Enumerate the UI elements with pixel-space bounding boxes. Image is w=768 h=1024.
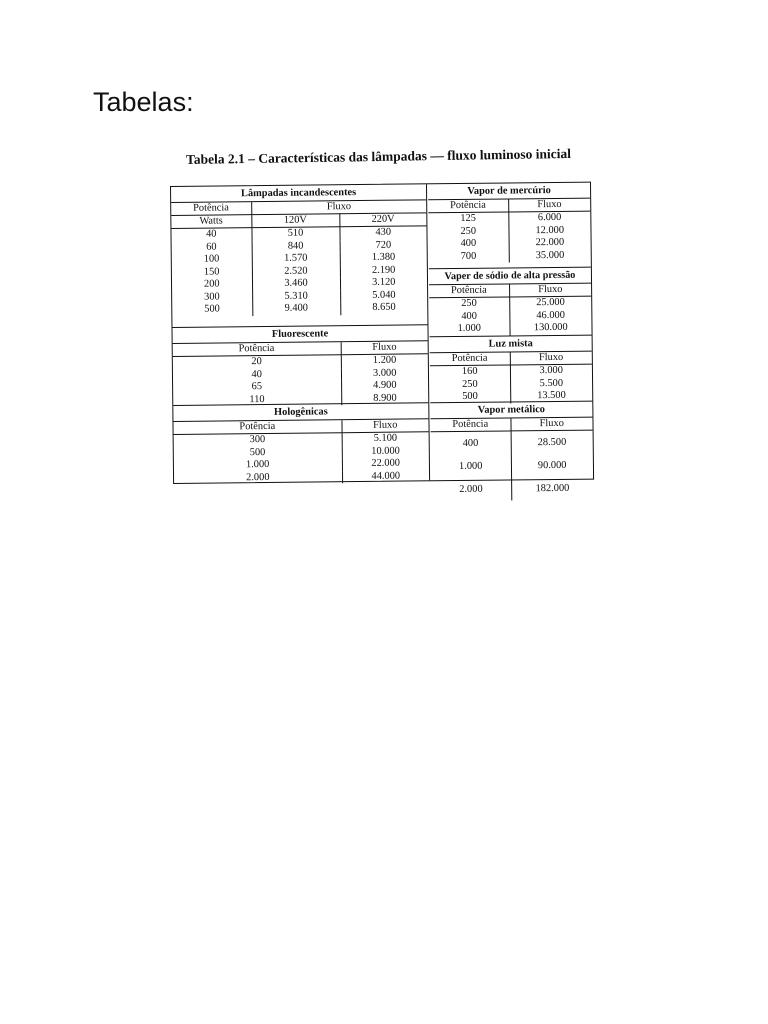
cell-potencia: 150 bbox=[172, 266, 252, 279]
cell-fluxo: 510 bbox=[251, 227, 339, 241]
cell-fluxo: 182.000 bbox=[535, 482, 570, 495]
cell-potencia: 40 bbox=[171, 228, 251, 242]
table-caption: Tabela 2.1 – Características das lâmpadas — fluxo luminoso inicial bbox=[185, 145, 572, 167]
table-halogenicas bbox=[173, 419, 429, 485]
cell-fluxo: 4.900 bbox=[373, 379, 397, 391]
section-title-incandescentes: Lâmpadas incandescentes bbox=[171, 184, 426, 203]
cell-potencia: 400 bbox=[431, 431, 511, 455]
cell-potencia: 250 bbox=[428, 225, 508, 238]
cell-fluxo: 1.380 bbox=[371, 251, 396, 263]
cell-fluxo: 1.200 bbox=[372, 354, 397, 366]
cell-fluxo: 46.000 bbox=[536, 309, 565, 321]
cell-potencia: 125 bbox=[428, 212, 508, 226]
cell-potencia: 60 bbox=[172, 241, 252, 254]
section-vapor-mercurio bbox=[428, 183, 591, 264]
cell-fluxo: 10.000 bbox=[371, 445, 400, 457]
cell-fluxo: 35.000 bbox=[535, 249, 565, 261]
section-title-vapor-sodio: Vaper de sódio de alta pressão bbox=[429, 268, 591, 286]
cell-fluxo: 44.000 bbox=[371, 470, 401, 482]
cell-fluxo: 13.500 bbox=[537, 389, 566, 402]
cell-fluxo: 3.460 bbox=[252, 277, 340, 290]
cell-potencia: 2.000 bbox=[174, 471, 342, 485]
table-row bbox=[429, 322, 591, 336]
cell-fluxo: 8.650 bbox=[372, 301, 396, 313]
cell-potencia: 400 bbox=[429, 310, 509, 323]
cell-fluxo: 25.000 bbox=[536, 296, 565, 309]
header-fluxo: Fluxo bbox=[509, 284, 591, 297]
table-vapor-sodio bbox=[429, 284, 592, 336]
section-title-vapor-mercurio: Vapor de mercúrio bbox=[428, 183, 590, 201]
cell-fluxo: 720 bbox=[375, 239, 392, 251]
section-halogenicas bbox=[173, 402, 429, 485]
header-potencia: Potência bbox=[430, 352, 510, 365]
cell-potencia: 160 bbox=[430, 365, 510, 379]
cell-fluxo: 430 bbox=[375, 226, 392, 238]
table-vapor-metalico bbox=[430, 418, 593, 502]
cell-potencia: 300 bbox=[172, 291, 252, 304]
header-fluxo: Fluxo bbox=[341, 419, 428, 432]
table-row bbox=[172, 301, 427, 316]
header-potencia: Potência bbox=[430, 418, 510, 431]
cell-potencia: 500 bbox=[172, 303, 252, 316]
section-title-fluorescente: Fluorescente bbox=[172, 325, 427, 344]
cell-potencia: 100 bbox=[172, 253, 252, 266]
section-title-halogenicas: Hologênicas bbox=[173, 403, 428, 422]
subheader-220v: 220V bbox=[339, 213, 426, 227]
table-fluorescente bbox=[173, 341, 429, 407]
header-potencia: Potência bbox=[171, 202, 251, 215]
cell-fluxo: 22.000 bbox=[371, 457, 401, 469]
cell-potencia: 300 bbox=[174, 433, 342, 448]
table-incandescentes bbox=[171, 200, 427, 316]
cell-potencia: 400 bbox=[429, 237, 509, 250]
cell-potencia: 1.000 bbox=[429, 322, 509, 335]
table-vapor-mercurio bbox=[428, 199, 591, 264]
cell-fluxo: 130.000 bbox=[533, 321, 568, 334]
lamp-characteristics-table bbox=[170, 182, 594, 495]
cell-potencia: 200 bbox=[172, 278, 252, 291]
cell-potencia: 40 bbox=[173, 368, 341, 382]
cell-fluxo: 2.520 bbox=[252, 265, 340, 278]
table-row bbox=[431, 430, 593, 455]
cell-fluxo: 5.040 bbox=[372, 289, 396, 301]
cell-potencia: 250 bbox=[429, 297, 509, 311]
cell-potencia: 110 bbox=[173, 393, 341, 407]
cell-potencia: 65 bbox=[173, 380, 341, 394]
table-row bbox=[429, 249, 591, 263]
cell-potencia: 1.000 bbox=[431, 454, 511, 478]
table-luz-mista bbox=[430, 352, 593, 404]
cell-fluxo: 5.100 bbox=[373, 432, 398, 444]
left-column bbox=[171, 184, 430, 483]
subheader-watts: Watts bbox=[171, 215, 251, 229]
cell-fluxo: 840 bbox=[252, 240, 340, 253]
cell-fluxo: 3.000 bbox=[539, 364, 563, 377]
header-potencia: Potência bbox=[173, 420, 341, 434]
header-potencia: Potência bbox=[428, 199, 508, 212]
table-row bbox=[431, 477, 593, 502]
cell-fluxo: 2.190 bbox=[371, 264, 396, 276]
header-fluxo: Fluxo bbox=[251, 200, 426, 214]
cell-fluxo: 3.000 bbox=[372, 367, 397, 379]
header-potencia: Potência bbox=[173, 342, 341, 356]
cell-fluxo: 9.400 bbox=[252, 302, 340, 315]
right-column bbox=[428, 183, 593, 495]
section-title-vapor-metalico: Vapor metálico bbox=[430, 402, 592, 420]
cell-fluxo: 5.310 bbox=[252, 290, 340, 303]
cell-fluxo: 90.000 bbox=[537, 459, 567, 472]
cell-fluxo: 1.570 bbox=[252, 252, 340, 265]
header-fluxo: Fluxo bbox=[341, 341, 428, 354]
cell-potencia: 700 bbox=[429, 250, 509, 263]
cell-potencia: 1.000 bbox=[174, 458, 342, 472]
cell-potencia: 20 bbox=[173, 355, 341, 370]
section-incandescentes bbox=[171, 184, 427, 316]
section-luz-mista bbox=[430, 335, 593, 404]
cell-fluxo: 8.900 bbox=[373, 392, 397, 404]
cell-fluxo: 6.000 bbox=[537, 211, 562, 224]
cell-fluxo: 5.500 bbox=[539, 377, 564, 389]
cell-fluxo: 28.500 bbox=[537, 436, 567, 449]
table-row bbox=[174, 470, 429, 485]
cell-potencia: 500 bbox=[174, 446, 342, 460]
section-vapor-sodio bbox=[429, 267, 592, 336]
cell-fluxo: 22.000 bbox=[535, 236, 565, 249]
section-title-luz-mista: Luz mista bbox=[430, 336, 592, 354]
subheader-120v: 120V bbox=[251, 214, 339, 228]
header-fluxo: Fluxo bbox=[510, 418, 592, 431]
section-fluorescente bbox=[172, 324, 428, 407]
table-row bbox=[431, 454, 593, 479]
header-fluxo: Fluxo bbox=[508, 199, 590, 212]
cell-potencia: 500 bbox=[430, 390, 510, 403]
page-heading: Tabelas: bbox=[93, 87, 194, 117]
header-potencia: Potência bbox=[429, 284, 509, 297]
cell-fluxo: 3.120 bbox=[372, 276, 396, 288]
section-vapor-metalico bbox=[430, 401, 593, 502]
cell-fluxo: 12.000 bbox=[535, 224, 565, 236]
header-fluxo: Fluxo bbox=[510, 352, 592, 365]
cell-potencia: 2.000 bbox=[431, 477, 511, 501]
cell-potencia: 250 bbox=[430, 378, 510, 391]
